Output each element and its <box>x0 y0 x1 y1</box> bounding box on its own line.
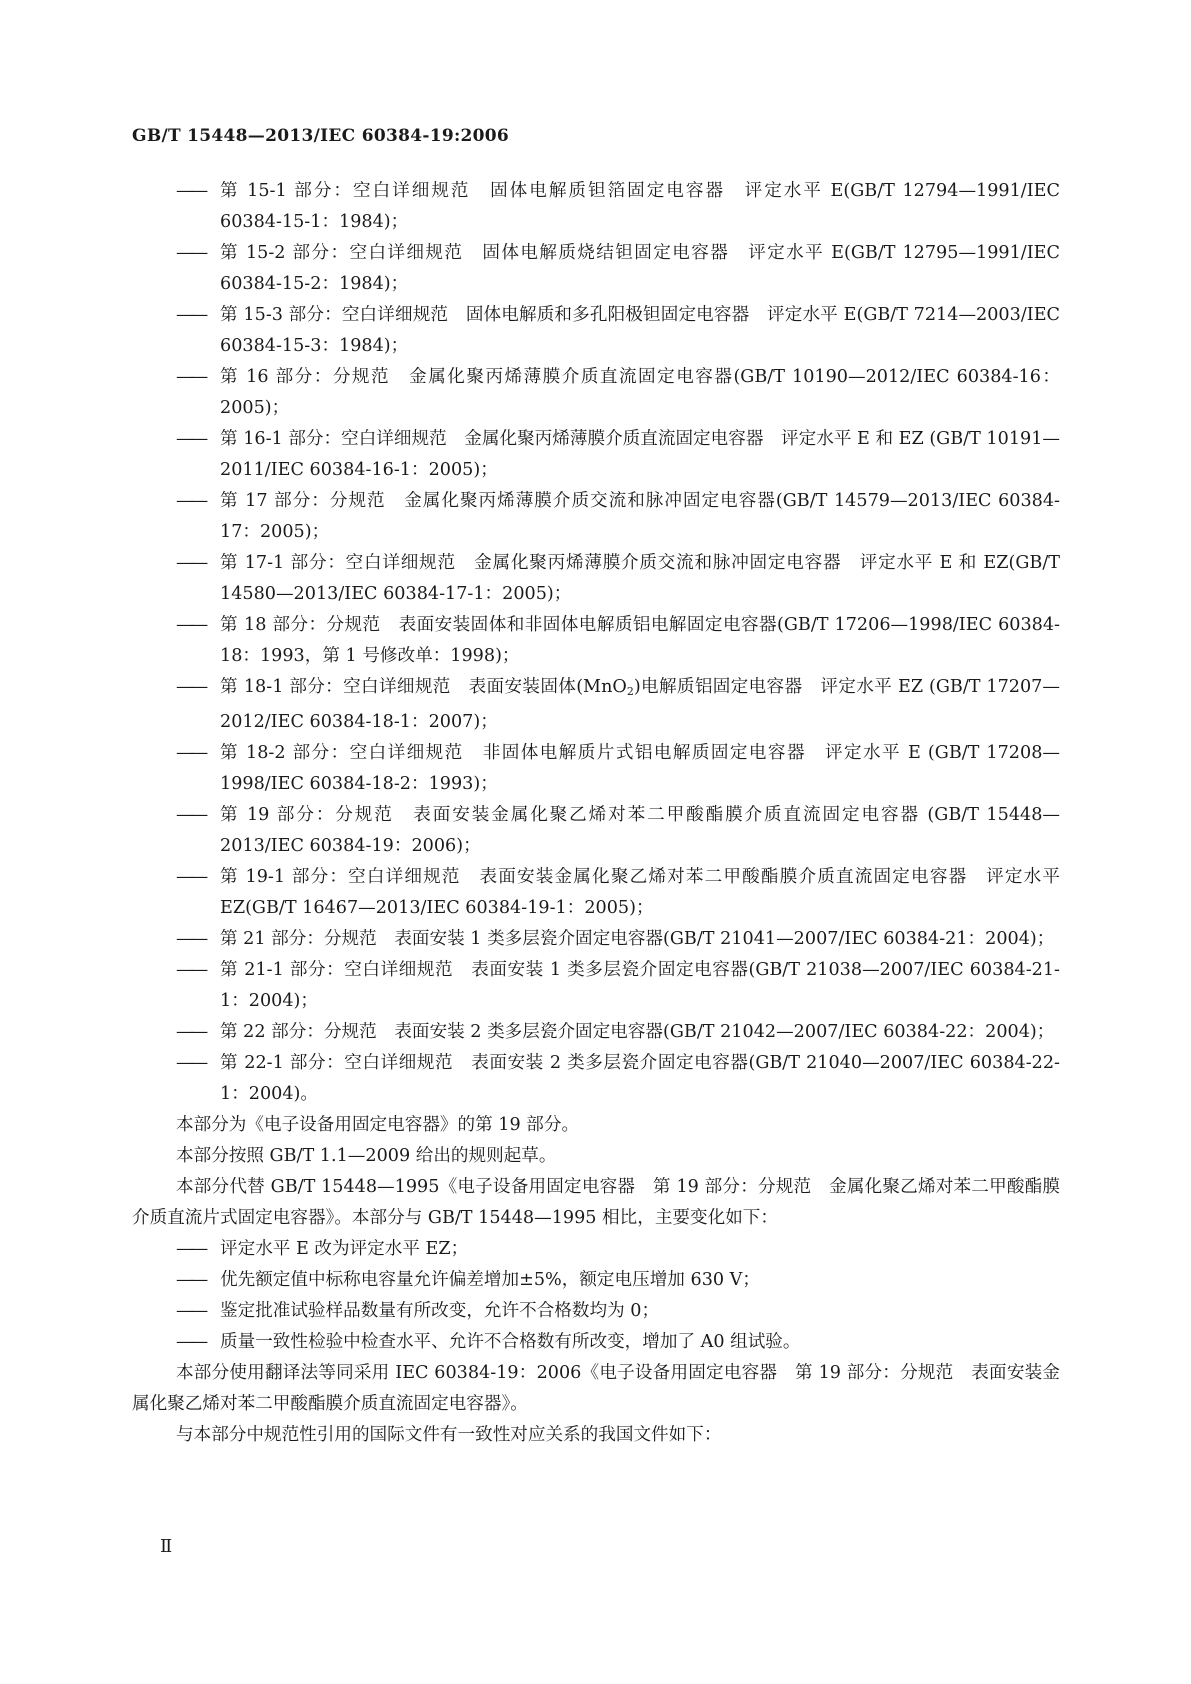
list-item-text: 第 15-2 部分：空白详细规范 固体电解质烧结钽固定电容器 评定水平 E(GB/T 12795—1991/IEC 60384-15-2：1984)； <box>220 243 1060 294</box>
list-item <box>176 1048 1060 1110</box>
list-item <box>176 924 1060 955</box>
dash-marker: —— <box>176 429 206 449</box>
dash-marker: —— <box>176 1022 206 1042</box>
list-item-text: 第 19 部分：分规范 表面安装金属化聚乙烯对苯二甲酸酯膜介质直流固定电容器 (GB/T 15448—2013/IEC 60384-19：2006)； <box>220 805 1060 856</box>
list-item-text: 第 22 部分：分规范 表面安装 2 类多层瓷介固定电容器(GB/T 21042—2007/IEC 60384-22：2004)； <box>220 1022 1055 1042</box>
dash-marker: —— <box>176 929 206 949</box>
dash-marker: —— <box>176 491 206 511</box>
list-item <box>176 176 1060 238</box>
list-item-text: 第 18-2 部分：空白详细规范 非固体电解质片式铝电解质固定电容器 评定水平 E (GB/T 17208—1998/IEC 60384-18-2：1993)； <box>220 743 1060 794</box>
paragraph: 本部分按照 GB/T 1.1—2009 给出的规则起草。 <box>176 1146 557 1166</box>
list-item-text: 第 21-1 部分：空白详细规范 表面安装 1 类多层瓷介固定电容器(GB/T 21038—2007/IEC 60384-21-1：2004)； <box>220 960 1060 1011</box>
list-item <box>176 955 1060 1017</box>
list-item-text: 第 16 部分：分规范 金属化聚丙烯薄膜介质直流固定电容器(GB/T 10190—2012/IEC 60384-16：2005)； <box>220 367 1060 418</box>
page-number: Ⅱ <box>160 1536 173 1557</box>
list-item <box>176 238 1060 300</box>
list-item-text: 第 17-1 部分：空白详细规范 金属化聚丙烯薄膜介质交流和脉冲固定电容器 评定水平 E 和 EZ(GB/T 14580—2013/IEC 60384-17-1：2005)； <box>220 553 1060 604</box>
list-item-text: 第 19-1 部分：空白详细规范 表面安装金属化聚乙烯对苯二甲酸酯膜介质直流固定电容器 评定水平 EZ(GB/T 16467—2013/IEC 60384-19-1：2005)； <box>220 867 1060 918</box>
dash-marker: —— <box>176 743 206 763</box>
dash-marker: —— <box>176 615 206 635</box>
change-item-text: 质量一致性检验中检查水平、允许不合格数有所改变，增加了 A0 组试验。 <box>220 1332 801 1352</box>
list-item <box>176 362 1060 424</box>
change-item <box>176 1234 1060 1265</box>
dash-marker: —— <box>176 960 206 980</box>
list-item-text: 第 15-1 部分：空白详细规范 固体电解质钽箔固定电容器 评定水平 E(GB/T 12794—1991/IEC 60384-15-1：1984)； <box>220 181 1060 232</box>
page-header <box>132 126 509 146</box>
dash-marker: —— <box>176 367 206 387</box>
dash-marker: —— <box>176 677 206 697</box>
list-item-text: 第 16-1 部分：空白详细规范 金属化聚丙烯薄膜介质直流固定电容器 评定水平 E 和 EZ (GB/T 10191—2011/IEC 60384-16-1：2005)； <box>220 429 1060 480</box>
dash-marker: —— <box>176 305 206 325</box>
list-item <box>176 862 1060 924</box>
change-item <box>176 1265 1060 1296</box>
dash-marker: —— <box>176 1270 206 1290</box>
list-item <box>176 1017 1060 1048</box>
list-item <box>176 300 1060 362</box>
dash-marker: —— <box>176 181 206 201</box>
translation-paragraph: 本部分使用翻译法等同采用 IEC 60384-19：2006《电子设备用固定电容器 第 19 部分：分规范 表面安装金属化聚乙烯对苯二甲酸酯膜介质直流固定电容器》。 <box>132 1363 1060 1414</box>
dash-marker: —— <box>176 1332 206 1352</box>
change-item-text: 鉴定批准试验样品数量有所改变，允许不合格数均为 0； <box>220 1301 660 1321</box>
change-item <box>176 1327 1060 1358</box>
document-body <box>132 176 1060 1451</box>
list-item <box>176 486 1060 548</box>
list-item <box>176 672 1060 738</box>
dash-marker: —— <box>176 1053 206 1073</box>
closing-paragraph: 与本部分中规范性引用的国际文件有一致性对应关系的我国文件如下： <box>176 1425 722 1445</box>
list-item-text: 第 22-1 部分：空白详细规范 表面安装 2 类多层瓷介固定电容器(GB/T 21040—2007/IEC 60384-22-1：2004)。 <box>220 1053 1060 1104</box>
standard-code: GB/T 15448—2013/IEC 60384-19:2006 <box>132 126 510 146</box>
replacement-paragraph: 本部分代替 GB/T 15448—1995《电子设备用固定电容器 第 19 部分：分规范 金属化聚乙烯对苯二甲酸酯膜介质直流片式固定电容器》。本部分与 GB/T 15448—1995 相比，主要变化如下： <box>132 1177 1060 1228</box>
change-item-text: 评定水平 E 改为评定水平 EZ； <box>220 1239 469 1259</box>
change-item-text: 优先额定值中标称电容量允许偏差增加±5%，额定电压增加 630 V； <box>220 1270 760 1290</box>
list-item <box>176 738 1060 800</box>
dash-marker: —— <box>176 1301 206 1321</box>
list-item-text-after: )电解质铝固定电容器 评定水平 EZ (GB/T 17207—2012/IEC 60384-18-1：2007)； <box>220 677 1060 732</box>
list-item <box>176 800 1060 862</box>
list-item-text: 第 18 部分：分规范 表面安装固体和非固体电解质铝电解固定电容器(GB/T 17206—1998/IEC 60384-18：1993，第 1 号修改单：1998)； <box>220 615 1060 666</box>
dash-marker: —— <box>176 805 206 825</box>
dash-marker: —— <box>176 1239 206 1259</box>
list-item-text: 第 15-3 部分：空白详细规范 固体电解质和多孔阳极钽固定电容器 评定水平 E(GB/T 7214—2003/IEC 60384-15-3：1984)； <box>220 305 1060 356</box>
list-item-text: 第 21 部分：分规范 表面安装 1 类多层瓷介固定电容器(GB/T 21041—2007/IEC 60384-21：2004)； <box>220 929 1055 949</box>
change-item <box>176 1296 1060 1327</box>
list-item <box>176 610 1060 672</box>
subscript: 2 <box>626 685 634 698</box>
list-item-text: 第 17 部分：分规范 金属化聚丙烯薄膜介质交流和脉冲固定电容器(GB/T 14579—2013/IEC 60384-17：2005)； <box>220 491 1060 542</box>
dash-marker: —— <box>176 553 206 573</box>
list-item <box>176 424 1060 486</box>
list-item-text-before: 第 18-1 部分：空白详细规范 表面安装固体(MnO <box>220 677 627 697</box>
dash-marker: —— <box>176 867 206 887</box>
list-item <box>176 548 1060 610</box>
paragraph: 本部分为《电子设备用固定电容器》的第 19 部分。 <box>176 1115 580 1135</box>
dash-marker: —— <box>176 243 206 263</box>
